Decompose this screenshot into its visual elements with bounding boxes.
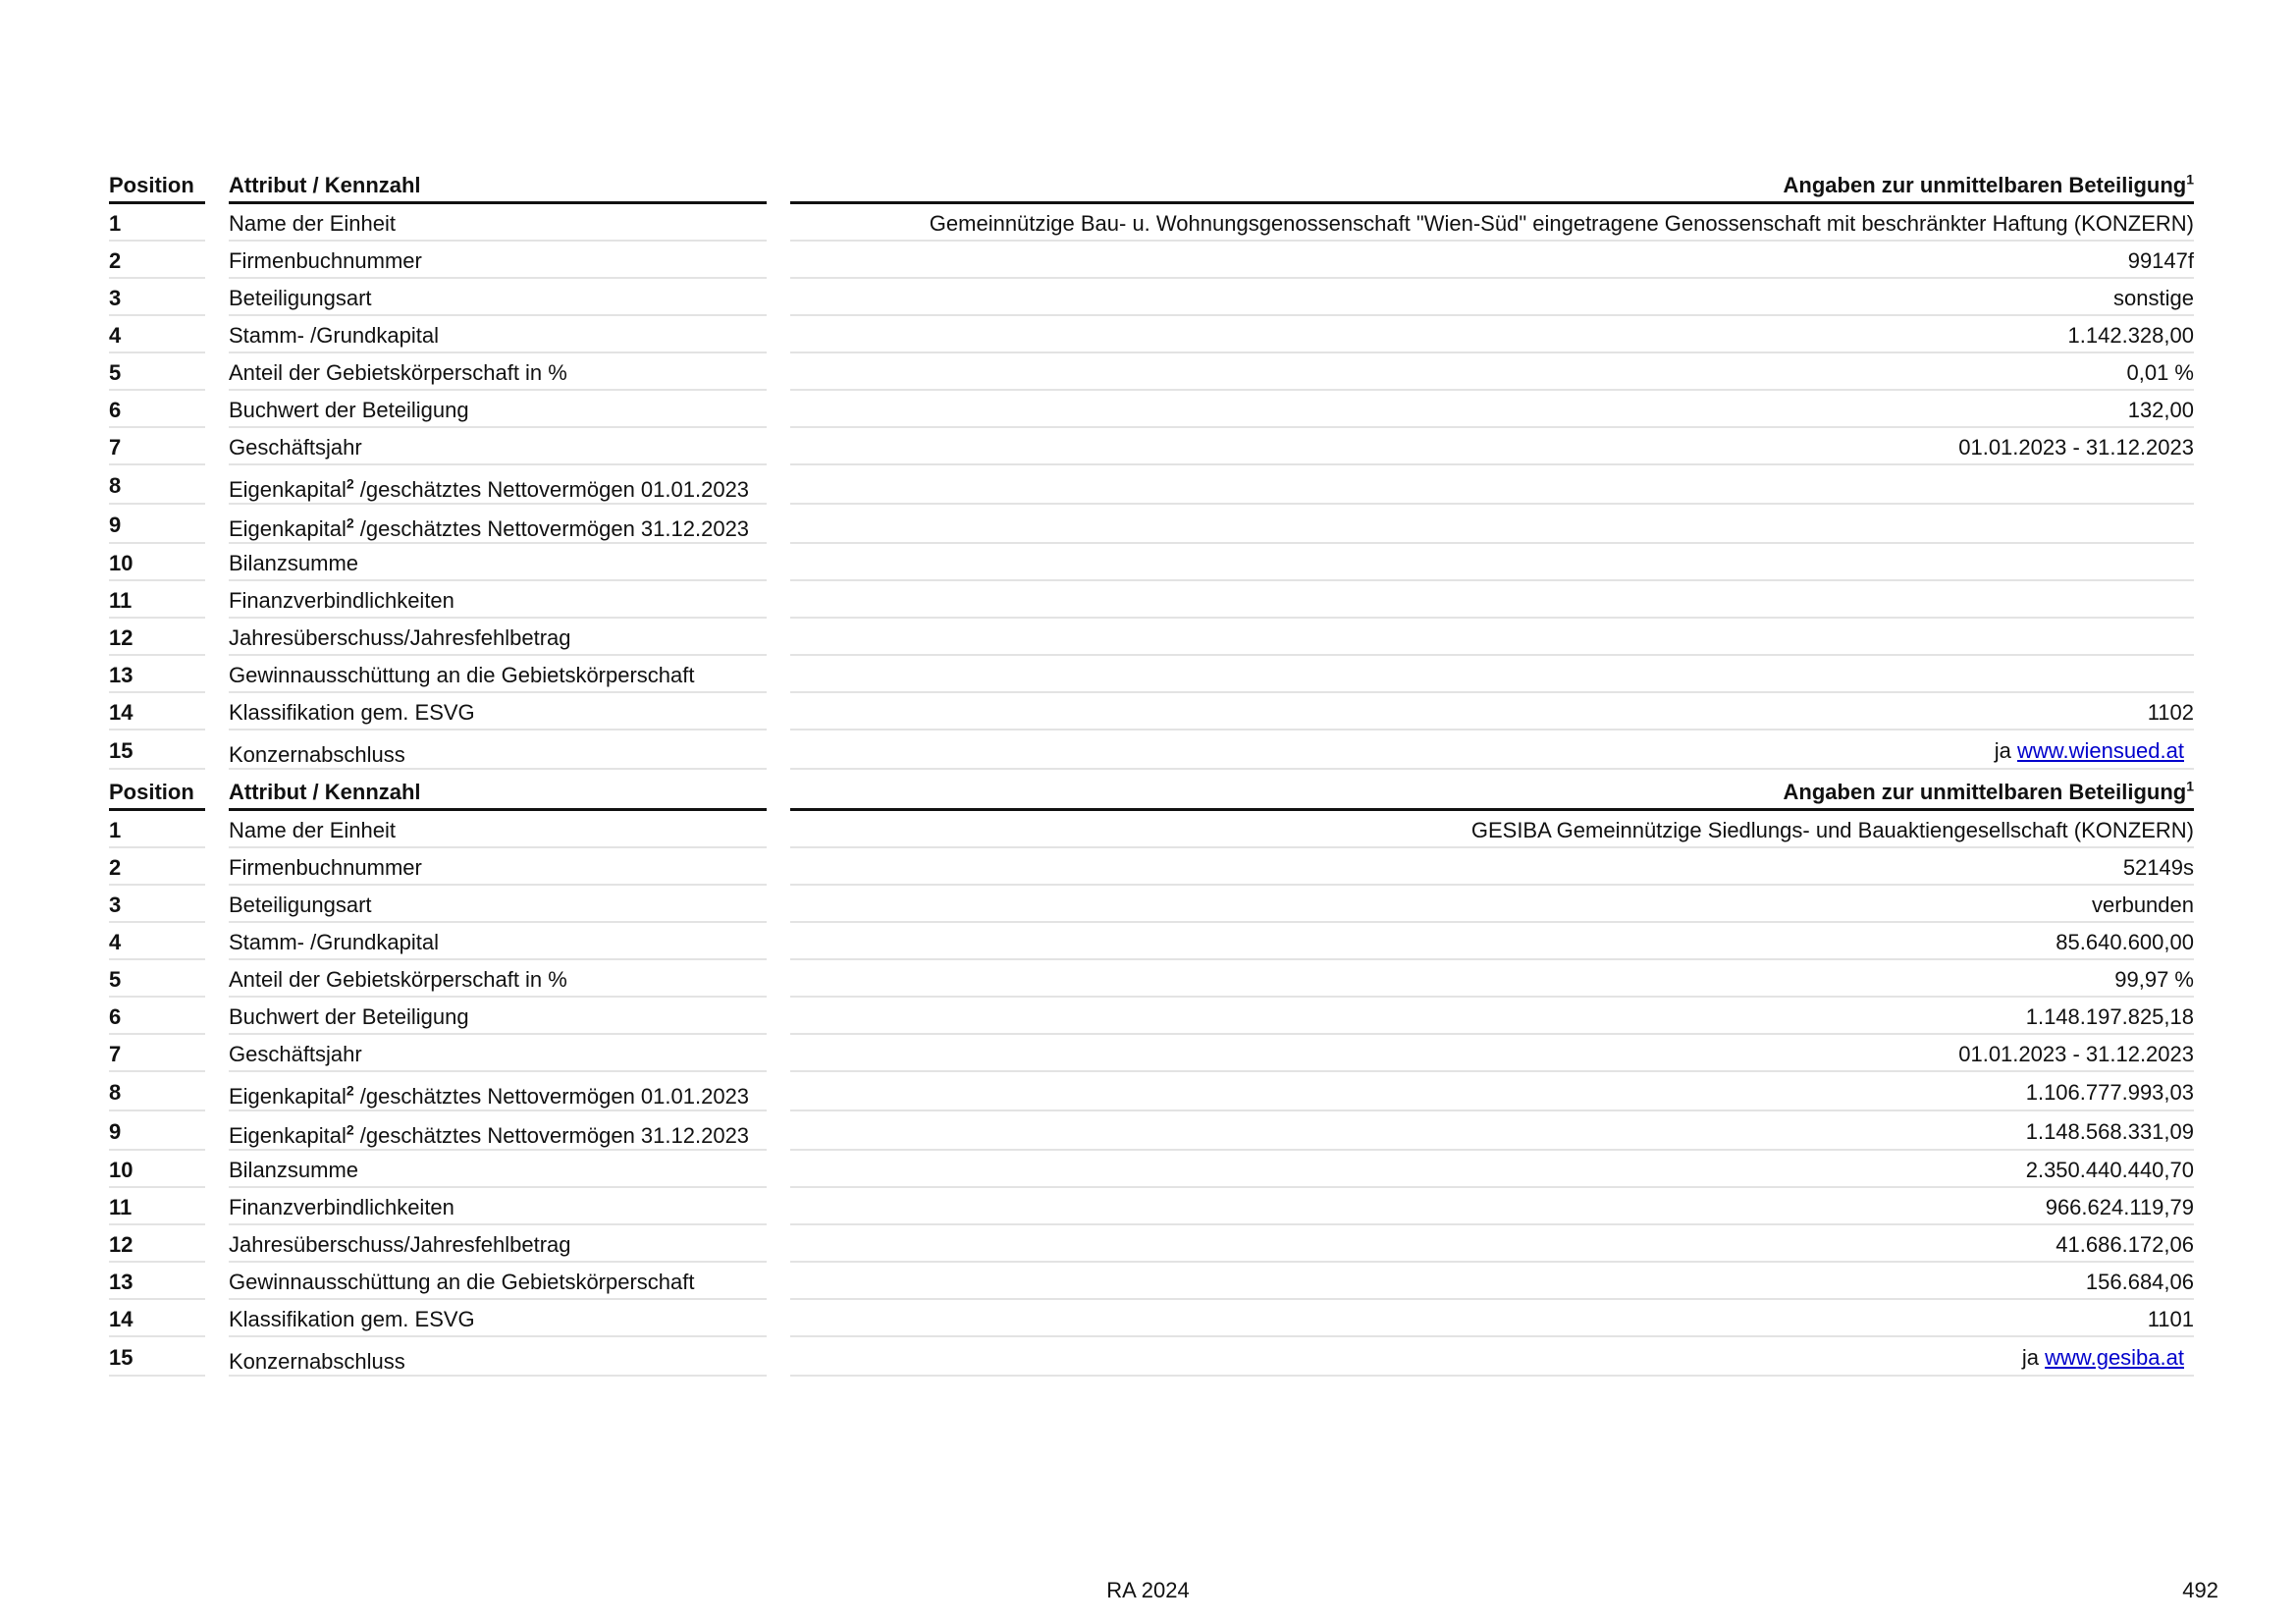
table-header (109, 776, 2194, 811)
table-row (109, 1035, 2194, 1072)
row-attribute: Gewinnausschüttung an die Gebietskörperschaft (229, 656, 767, 693)
row-attribute: Klassifikation gem. ESVG (229, 1300, 767, 1337)
table-row (109, 886, 2194, 923)
row-attribute (229, 1072, 767, 1111)
row-attribute: Geschäftsjahr (229, 428, 767, 465)
table-row (109, 656, 2194, 693)
row-position: 13 (109, 656, 205, 693)
row-attribute: Jahresüberschuss/Jahresfehlbetrag (229, 619, 767, 656)
row-attribute (229, 505, 767, 544)
row-position: 10 (109, 1151, 205, 1188)
row-value (790, 731, 2194, 770)
page-number: 492 (2182, 1578, 2218, 1602)
table-row (109, 428, 2194, 465)
row-position: 12 (109, 619, 205, 656)
header-value-label: Angaben zur unmittelbaren Beteiligung (1783, 173, 2187, 197)
row-value (790, 544, 2194, 581)
report-footer-label: RA 2024 (1106, 1578, 1190, 1602)
row-position: 4 (109, 923, 205, 960)
row-attribute: Buchwert der Beteiligung (229, 998, 767, 1035)
row-position: 3 (109, 279, 205, 316)
row-position: 7 (109, 428, 205, 465)
table-row (109, 1263, 2194, 1300)
row-attribute: Konzernabschluss (229, 731, 767, 770)
consolidated-statement-prefix: ja (2021, 1345, 2046, 1370)
table-row (109, 731, 2194, 770)
row-position: 11 (109, 581, 205, 619)
header-position: Position (109, 169, 205, 204)
row-attribute-rest: /geschätztes Nettovermögen 01.01.2023 (353, 477, 750, 502)
table-row (109, 465, 2194, 505)
row-position: 14 (109, 1300, 205, 1337)
row-position: 5 (109, 353, 205, 391)
row-position: 11 (109, 1188, 205, 1225)
consolidated-statement-value (2022, 1345, 2194, 1370)
row-value: sonstige (790, 279, 2194, 316)
table-row (109, 693, 2194, 731)
table-row (109, 960, 2194, 998)
row-attribute (229, 1111, 767, 1151)
row-position: 15 (109, 1337, 205, 1377)
company-website-link[interactable]: www.gesiba.at (2045, 1345, 2184, 1370)
footnote-marker-2: 2 (346, 475, 354, 492)
row-attribute: Gewinnausschüttung an die Gebietskörperschaft (229, 1263, 767, 1300)
row-position: 2 (109, 242, 205, 279)
table-row (109, 505, 2194, 544)
row-value: 1102 (790, 693, 2194, 731)
table-row (109, 1072, 2194, 1111)
row-value: 156.684,06 (790, 1263, 2194, 1300)
row-value (790, 619, 2194, 656)
row-attribute-rest: /geschätztes Nettovermögen 31.12.2023 (353, 516, 750, 541)
table-row (109, 1151, 2194, 1188)
row-value: 1.142.328,00 (790, 316, 2194, 353)
table-row (109, 353, 2194, 391)
row-attribute: Konzernabschluss (229, 1337, 767, 1377)
row-attribute-main: Eigenkapital (229, 1084, 347, 1109)
row-attribute: Name der Einheit (229, 811, 767, 848)
row-attribute: Jahresüberschuss/Jahresfehlbetrag (229, 1225, 767, 1263)
row-position: 3 (109, 886, 205, 923)
row-attribute-main: Eigenkapital (229, 477, 347, 502)
header-position: Position (109, 776, 205, 811)
report-tables (109, 169, 2194, 1377)
row-position: 6 (109, 391, 205, 428)
row-value: 1.106.777.993,03 (790, 1072, 2194, 1111)
header-attribute: Attribut / Kennzahl (229, 169, 767, 204)
row-value: Gemeinnützige Bau- u. Wohnungsgenossenschaft "Wien-Süd" eingetragene Genossenschaft mit beschränkter Haftung (KONZERN) (790, 204, 2194, 242)
row-attribute: Geschäftsjahr (229, 1035, 767, 1072)
row-value (790, 505, 2194, 544)
table-row (109, 998, 2194, 1035)
row-attribute: Finanzverbindlichkeiten (229, 581, 767, 619)
table-row (109, 242, 2194, 279)
table-row (109, 811, 2194, 848)
table-row (109, 1225, 2194, 1263)
table-row (109, 581, 2194, 619)
row-value: 1101 (790, 1300, 2194, 1337)
row-value: 966.624.119,79 (790, 1188, 2194, 1225)
footnote-marker-2: 2 (346, 1082, 354, 1099)
row-position: 9 (109, 505, 205, 544)
row-position: 10 (109, 544, 205, 581)
header-value (790, 169, 2194, 204)
row-position: 12 (109, 1225, 205, 1263)
row-value (790, 465, 2194, 505)
table-row (109, 1188, 2194, 1225)
row-position: 7 (109, 1035, 205, 1072)
row-value: 1.148.197.825,18 (790, 998, 2194, 1035)
row-attribute: Finanzverbindlichkeiten (229, 1188, 767, 1225)
table-row (109, 848, 2194, 886)
consolidated-statement-prefix: ja (1994, 738, 2018, 763)
table-row (109, 619, 2194, 656)
row-attribute-main: Eigenkapital (229, 516, 347, 541)
row-position: 14 (109, 693, 205, 731)
table-row (109, 279, 2194, 316)
row-position: 8 (109, 465, 205, 505)
header-value-label: Angaben zur unmittelbaren Beteiligung (1783, 780, 2187, 804)
row-position: 8 (109, 1072, 205, 1111)
row-value: 0,01 % (790, 353, 2194, 391)
row-attribute: Stamm- /Grundkapital (229, 923, 767, 960)
row-attribute: Buchwert der Beteiligung (229, 391, 767, 428)
row-position: 9 (109, 1111, 205, 1151)
row-attribute-rest: /geschätztes Nettovermögen 31.12.2023 (353, 1123, 750, 1148)
row-attribute: Anteil der Gebietskörperschaft in % (229, 353, 767, 391)
row-attribute: Beteiligungsart (229, 279, 767, 316)
table-header (109, 169, 2194, 204)
company-website-link[interactable]: www.wiensued.at (2017, 738, 2184, 763)
row-value: verbunden (790, 886, 2194, 923)
row-attribute: Beteiligungsart (229, 886, 767, 923)
table-row (109, 204, 2194, 242)
table-row (109, 1300, 2194, 1337)
row-position: 13 (109, 1263, 205, 1300)
row-position: 6 (109, 998, 205, 1035)
row-value (790, 1337, 2194, 1377)
footnote-marker-2: 2 (346, 1121, 354, 1138)
row-position: 4 (109, 316, 205, 353)
row-attribute-main: Eigenkapital (229, 1123, 347, 1148)
row-value: 01.01.2023 - 31.12.2023 (790, 428, 2194, 465)
footnote-marker-1: 1 (2186, 778, 2194, 794)
table-row (109, 544, 2194, 581)
row-attribute: Stamm- /Grundkapital (229, 316, 767, 353)
footnote-marker-1: 1 (2186, 171, 2194, 188)
table-row (109, 316, 2194, 353)
header-attribute: Attribut / Kennzahl (229, 776, 767, 811)
row-value: 99,97 % (790, 960, 2194, 998)
row-attribute: Klassifikation gem. ESVG (229, 693, 767, 731)
row-position: 5 (109, 960, 205, 998)
row-position: 1 (109, 204, 205, 242)
row-position: 1 (109, 811, 205, 848)
header-value (790, 776, 2194, 811)
row-attribute: Firmenbuchnummer (229, 242, 767, 279)
row-attribute: Name der Einheit (229, 204, 767, 242)
table-row (109, 923, 2194, 960)
row-value: 52149s (790, 848, 2194, 886)
row-value: 2.350.440.440,70 (790, 1151, 2194, 1188)
row-value: 41.686.172,06 (790, 1225, 2194, 1263)
row-value: 01.01.2023 - 31.12.2023 (790, 1035, 2194, 1072)
participation-table-1 (85, 169, 2217, 770)
row-position: 2 (109, 848, 205, 886)
row-attribute-rest: /geschätztes Nettovermögen 01.01.2023 (353, 1084, 750, 1109)
row-value: 1.148.568.331,09 (790, 1111, 2194, 1151)
row-attribute: Firmenbuchnummer (229, 848, 767, 886)
row-value (790, 581, 2194, 619)
table-row (109, 1337, 2194, 1377)
footnote-marker-2: 2 (346, 514, 354, 531)
row-attribute: Bilanzsumme (229, 1151, 767, 1188)
table-row (109, 391, 2194, 428)
row-value: 85.640.600,00 (790, 923, 2194, 960)
participation-table-2 (85, 776, 2217, 1377)
row-value: 132,00 (790, 391, 2194, 428)
row-value: GESIBA Gemeinnützige Siedlungs- und Bauaktiengesellschaft (KONZERN) (790, 811, 2194, 848)
row-value: 99147f (790, 242, 2194, 279)
row-position: 15 (109, 731, 205, 770)
row-attribute: Bilanzsumme (229, 544, 767, 581)
row-attribute (229, 465, 767, 505)
row-value (790, 656, 2194, 693)
row-attribute: Anteil der Gebietskörperschaft in % (229, 960, 767, 998)
consolidated-statement-value (1995, 738, 2194, 763)
table-row (109, 1111, 2194, 1151)
